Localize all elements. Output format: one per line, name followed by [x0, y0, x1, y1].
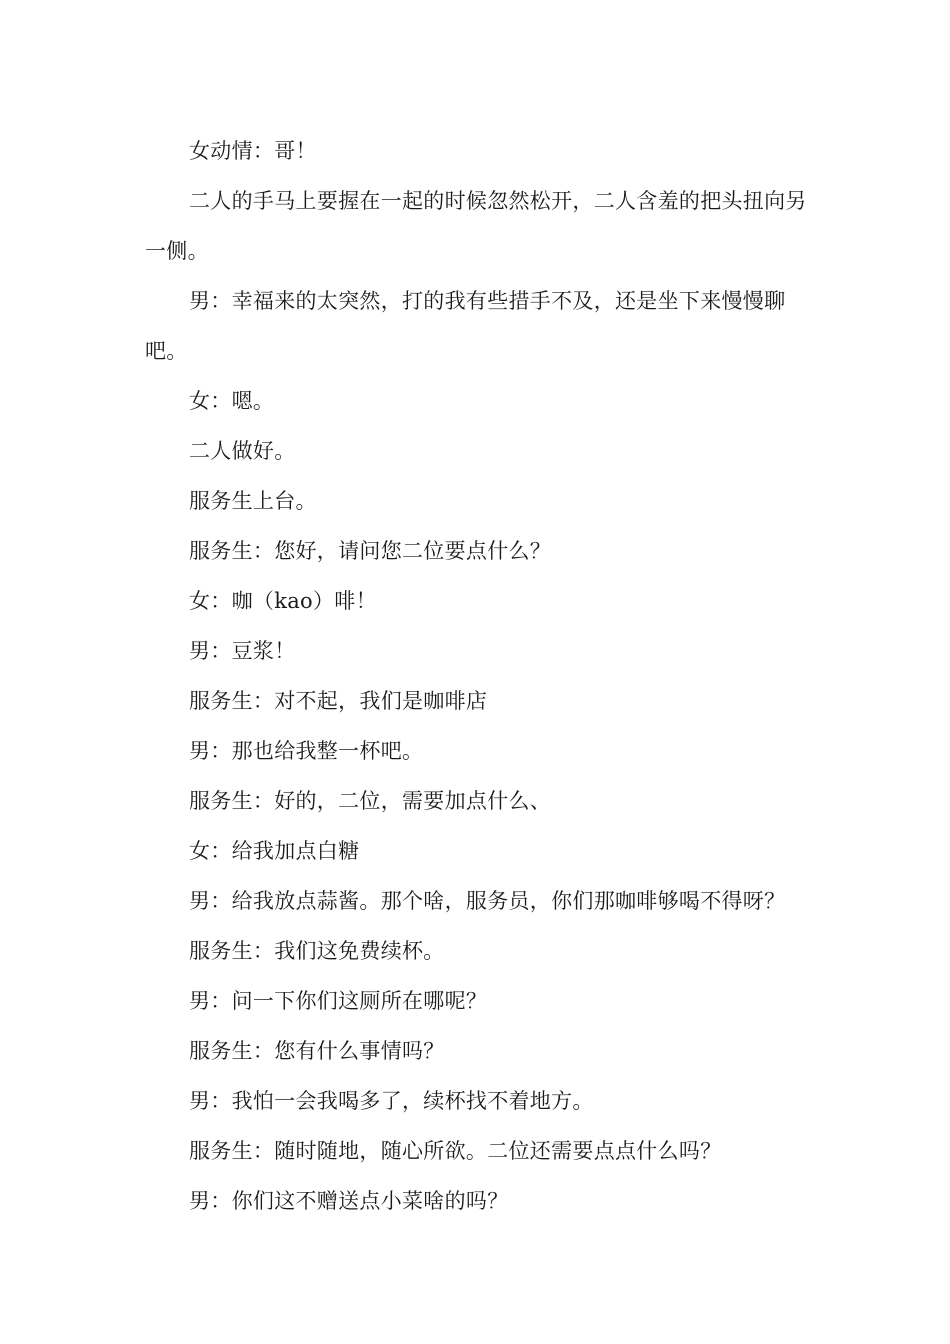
paragraph: 服务生：您好，请问您二位要点什么？	[189, 539, 552, 563]
paragraph: 女动情：哥！	[189, 139, 317, 163]
paragraph: 服务生上台。	[189, 489, 317, 513]
paragraph: 服务生：我们这免费续杯。	[189, 939, 445, 963]
document-body	[145, 126, 810, 1226]
paragraph: 女：给我加点白糖	[189, 839, 360, 863]
paragraph: 女：咖（kao）啡！	[189, 589, 377, 613]
paragraph: 男：给我放点蒜酱。那个啥，服务员，你们那咖啡够喝不得呀？	[189, 889, 786, 913]
paragraph: 男：幸福来的太突然，打的我有些措手不及，还是坐下来慢慢聊吧。	[145, 289, 786, 363]
paragraph: 女：嗯。	[189, 389, 275, 413]
paragraph: 男：豆浆！	[189, 639, 296, 663]
paragraph: 服务生：随时随地，随心所欲。二位还需要点点什么吗？	[189, 1139, 722, 1163]
paragraph: 二人做好。	[189, 439, 296, 463]
paragraph: 男：问一下你们这厕所在哪呢？	[189, 989, 488, 1013]
paragraph: 服务生：好的，二位，需要加点什么、	[189, 789, 552, 813]
paragraph: 男：你们这不赠送点小菜啥的吗？	[189, 1189, 509, 1213]
paragraph: 二人的手马上要握在一起的时候忽然松开，二人含羞的把头扭向另一侧。	[145, 189, 807, 263]
paragraph: 服务生：您有什么事情吗？	[189, 1039, 445, 1063]
paragraph: 男：我怕一会我喝多了，续杯找不着地方。	[189, 1089, 594, 1113]
paragraph: 男：那也给我整一杯吧。	[189, 739, 424, 763]
paragraph: 服务生：对不起，我们是咖啡店	[189, 689, 488, 713]
